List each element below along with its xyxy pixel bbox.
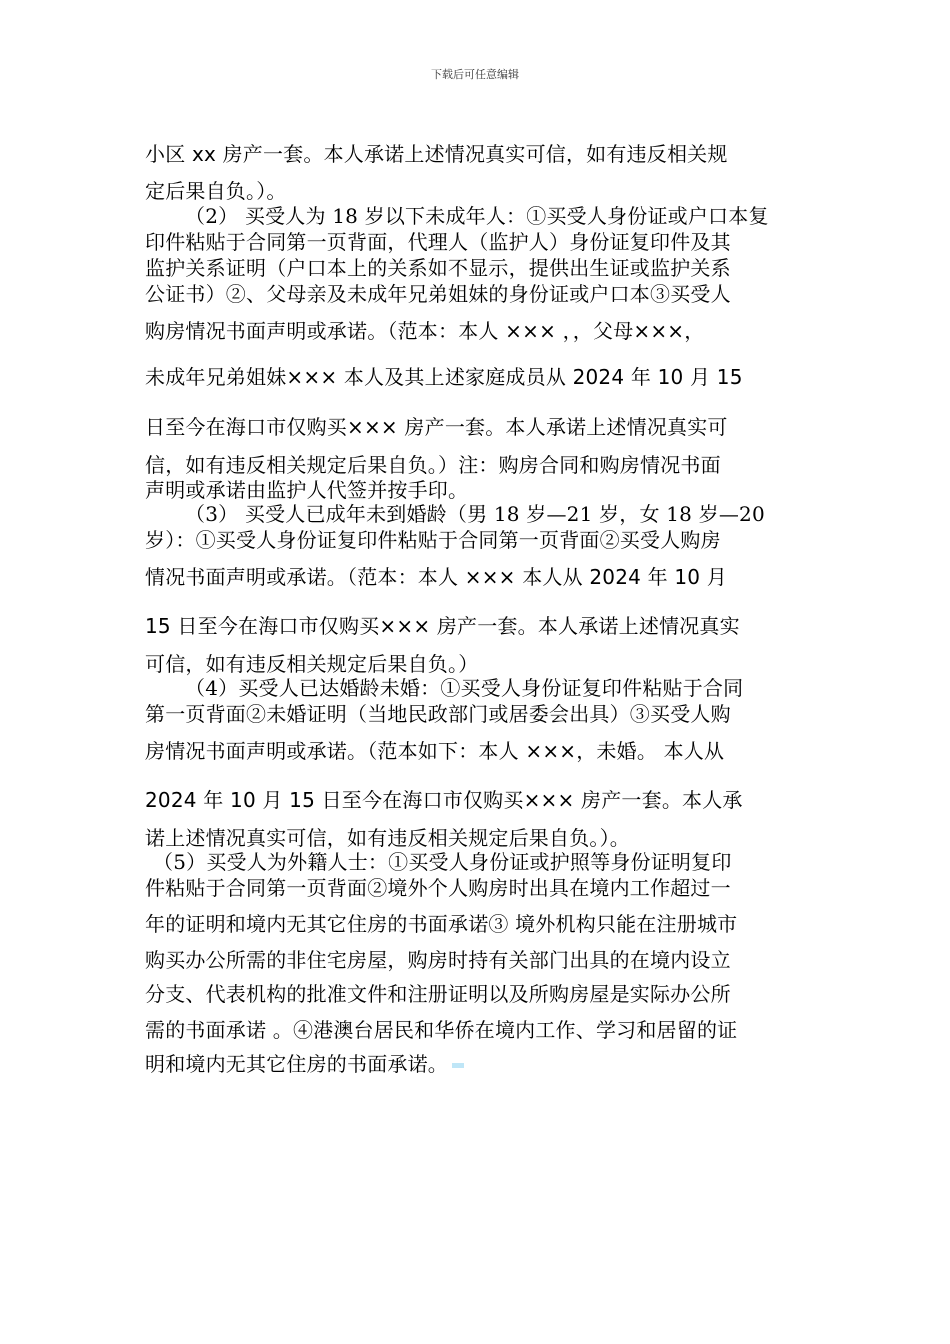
text-line: 2024 年 10 月 15 日至今在海口市仅购买××× 房产一套。本人承 (145, 788, 743, 812)
text-line: 日至今在海口市仅购买××× 房产一套。本人承诺上述情况真实可 (145, 415, 728, 439)
text-line: 小区 xx 房产一套。本人承诺上述情况真实可信，如有违反相关规 (145, 142, 728, 166)
text-line: 声明或承诺由监护人代签并按手印。 (145, 478, 469, 502)
text-line: 定后果自负。）。 (145, 179, 287, 203)
text-line: （4）买受人已达婚龄未婚：①买受人身份证复印件粘贴于合同 (185, 676, 744, 700)
text-line: 需的书面承诺 。④港澳台居民和华侨在境内工作、学习和居留的证 (145, 1018, 738, 1042)
text-line: 可信，如有违反相关规定后果自负。） (145, 652, 479, 676)
text-line: 第一页背面②未婚证明（当地民政部门或居委会出具）③买受人购 (145, 702, 731, 726)
text-line: 15 日至今在海口市仅购买××× 房产一套。本人承诺上述情况真实 (145, 614, 740, 638)
end-marker (452, 1063, 464, 1068)
text-line-content: 明和境内无其它住房的书面承诺。 (145, 1052, 448, 1076)
text-line-last (145, 1048, 464, 1077)
text-line: （2） 买受人为 18 岁以下未成年人：①买受人身份证或户口本复 (185, 204, 769, 228)
text-line: 房情况书面声明或承诺。（范本如下：本人 ×××，未婚。 本人从 (145, 739, 725, 763)
text-line: 未成年兄弟姐妹××× 本人及其上述家庭成员从 2024 年 10 月 15 (145, 365, 743, 389)
text-line: （3） 买受人已成年未到婚龄（男 18 岁—21 岁，女 18 岁—20 (185, 502, 765, 526)
page-header: 下载后可任意编辑 (431, 68, 519, 81)
text-line: 印件粘贴于合同第一页背面，代理人（监护人）身份证复印件及其 (145, 230, 731, 254)
text-line: 件粘贴于合同第一页背面②境外个人购房时出具在境内工作超过一 (145, 876, 731, 900)
text-line: （5）买受人为外籍人士：①买受人身份证或护照等身份证明复印 (153, 850, 732, 874)
text-line: 分支、代表机构的批准文件和注册证明以及所购房屋是实际办公所 (145, 982, 731, 1006)
text-line: 公证书）②、父母亲及未成年兄弟姐妹的身份证或户口本③买受人 (145, 282, 731, 306)
text-line: 购买办公所需的非住宅房屋，购房时持有关部门出具的在境内设立 (145, 948, 731, 972)
text-line: 情况书面声明或承诺。（范本：本人 ××× 本人从 2024 年 10 月 (145, 565, 727, 589)
text-line: 年的证明和境内无其它住房的书面承诺③ 境外机构只能在注册城市 (145, 912, 738, 936)
text-line: 信，如有违反相关规定后果自负。）注：购房合同和购房情况书面 (145, 453, 721, 477)
text-line: 岁）：①买受人身份证复印件粘贴于合同第一页背面②买受人购房 (145, 528, 721, 552)
text-line: 购房情况书面声明或承诺。（范本：本人 ××× ，，父母×××， (145, 319, 705, 343)
text-line: 诺上述情况真实可信，如有违反相关规定后果自负。）。 (145, 826, 630, 850)
text-line: 监护关系证明（户口本上的关系如不显示，提供出生证或监护关系 (145, 256, 731, 280)
